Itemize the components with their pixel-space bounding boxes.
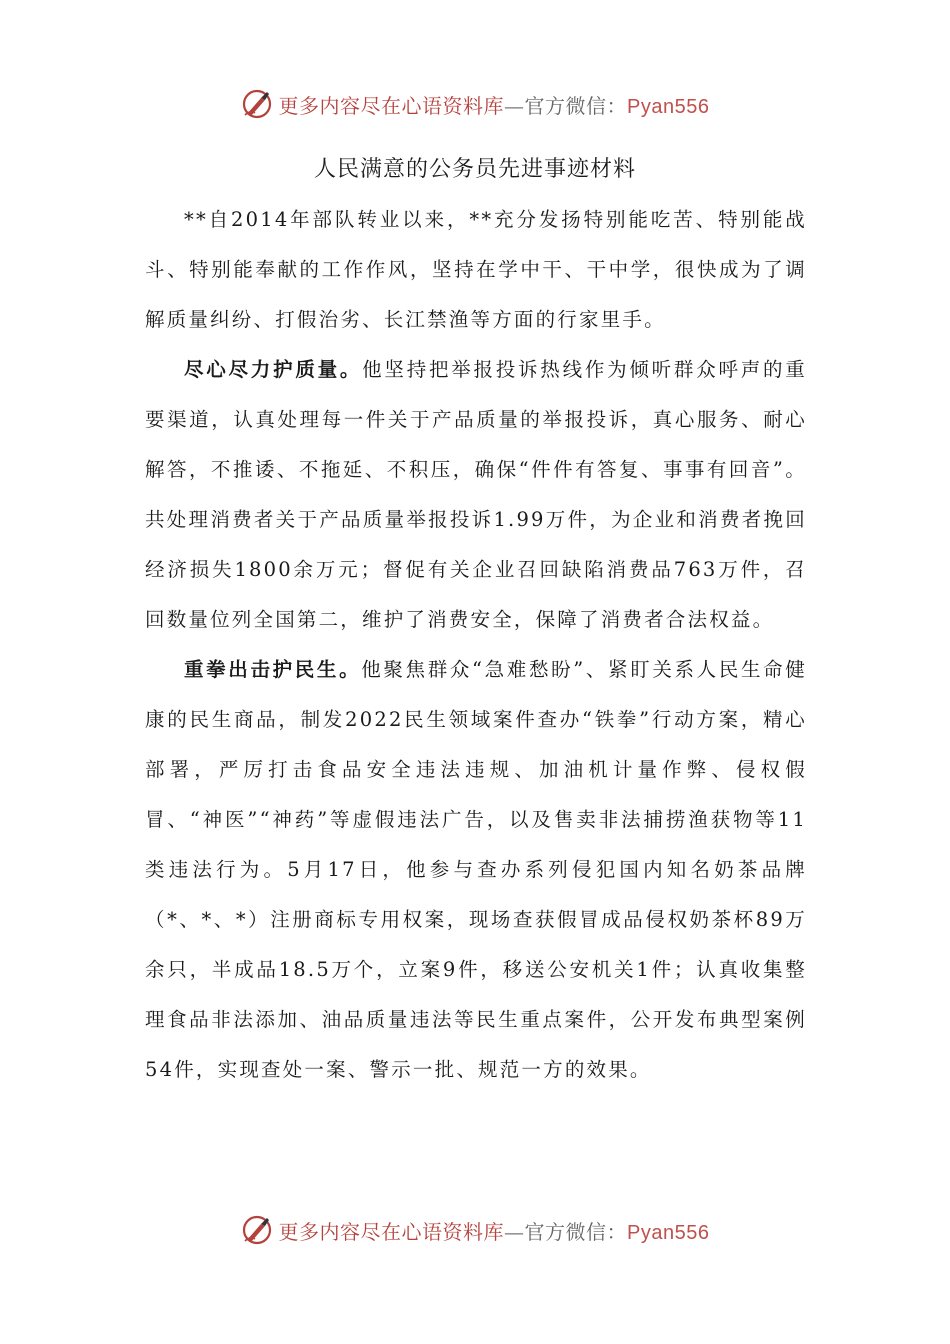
paragraph-lead: 尽心尽力护质量。 xyxy=(184,358,363,381)
document-title: 人民满意的公务员先进事迹材料 xyxy=(313,157,636,182)
pen-logo-icon xyxy=(241,88,273,120)
document-body xyxy=(145,195,807,1095)
paragraph-text: 他坚持把举报投诉热线作为倾听群众呼声的重要渠道，认真处理每一件关于产品质量的举报投诉，真心服务、耐心解答，不推诿、不拖延、不积压，确保“件件有答复、事事有回音”。共处理消费者关于产品质量举报投诉1.99万件，为企业和消费者挽回经济损失1800余万元；督促有关企业召回缺陷消费品763万件，召回数量位列全国第二，维护了消费安全，保障了消费者合法权益。 xyxy=(145,358,807,631)
banner-dash: — xyxy=(504,1219,525,1244)
paragraph-quality xyxy=(145,345,807,645)
pen-logo-icon xyxy=(241,1214,273,1246)
banner-wechat-label: 官方微信： xyxy=(524,93,628,118)
banner-wechat-label: 官方微信： xyxy=(524,1219,628,1244)
footer-banner xyxy=(0,1208,950,1252)
paragraph-text: 他聚焦群众“急难愁盼”、紧盯关系人民生命健康的民生商品，制发2022民生领域案件查办“铁拳”行动方案，精心部署，严厉打击食品安全违法违规、加油机计量作弊、侵权假冒、“神医”“神药”等虚假违法广告，以及售卖非法捕捞渔获物等11类违法行为。5月17日，他参与查办系列侵犯国内知名奶茶品牌（*、*、*）注册商标专用权案，现场查获假冒成品侵权奶茶杯89万余只，半成品18.5万个，立案9件，移送公安机关1件；认真收集整理食品非法添加、油品质量违法等民生重点案件，公开发布典型案例54件，实现查处一案、警示一批、规范一方的效果。 xyxy=(145,658,807,1081)
banner-text xyxy=(279,1216,710,1245)
header-banner xyxy=(0,82,950,126)
paragraph-intro xyxy=(145,195,807,345)
banner-text xyxy=(279,90,710,119)
banner-wechat-id: Pyan556 xyxy=(627,1221,710,1244)
banner-main-text: 更多内容尽在心语资料库 xyxy=(278,1219,505,1244)
banner-wechat-id: Pyan556 xyxy=(627,95,710,118)
paragraph-lead: 重拳出击护民生。 xyxy=(184,658,362,681)
banner-dash: — xyxy=(504,93,525,118)
banner-main-text: 更多内容尽在心语资料库 xyxy=(278,93,505,118)
paragraph-livelihood xyxy=(145,645,807,1095)
paragraph-text: **自2014年部队转业以来，**充分发扬特别能吃苦、特别能战斗、特别能奉献的工作作风，坚持在学中干、干中学，很快成为了调解质量纠纷、打假治劣、长江禁渔等方面的行家里手。 xyxy=(145,208,807,331)
